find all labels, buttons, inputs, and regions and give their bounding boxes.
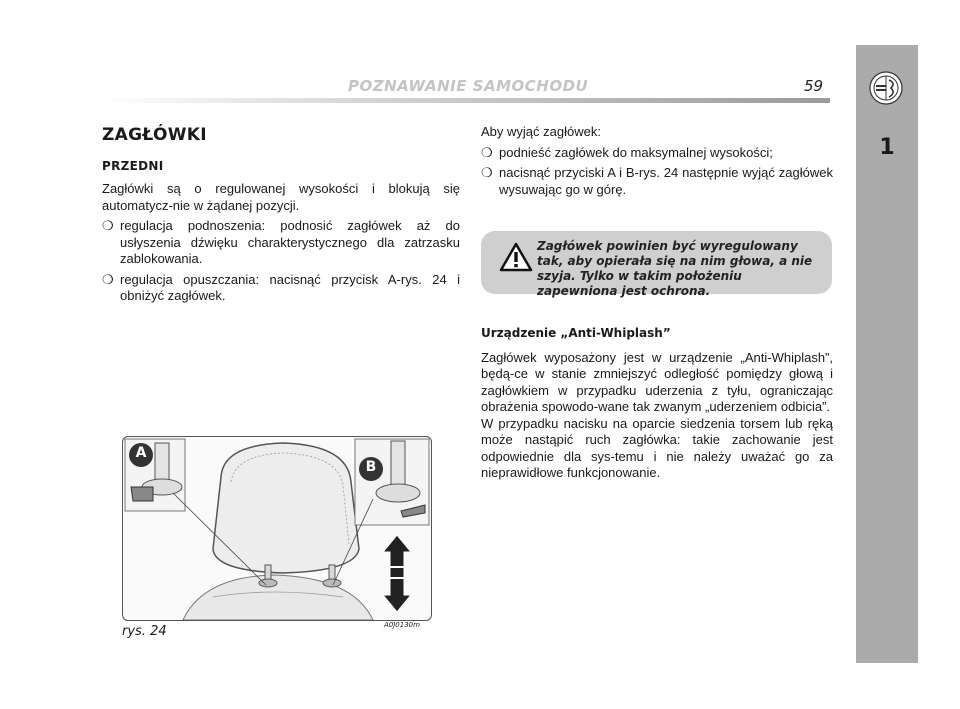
- list-item: [481, 165, 833, 198]
- left-column: [102, 127, 460, 309]
- anti-whiplash-paragraph: Zagłówek wyposażony jest w urządzenie „Anti-Whiplash”, będą-ce w stanie zmniejszyć odległość pomiędzy głową i zagłówkiem w przypadku uderzenia z tyłu, ograniczając obrażenia spowodo-wane tak zwanym „uderzeniem odbicia”.: [481, 349, 833, 414]
- right-column: [481, 124, 833, 202]
- alfa-romeo-logo-icon: [869, 71, 903, 105]
- list-item-text: nacisnąć przyciski A i B-rys. 24 następnie wyjąć zagłówek wysuwając go w górę.: [499, 165, 833, 197]
- page-number: 59: [804, 77, 824, 95]
- bullet-icon: ❍: [102, 218, 114, 233]
- list-item: [102, 272, 460, 305]
- headrest-illustration: [123, 437, 431, 620]
- list-item: [481, 145, 833, 162]
- subsection-heading: PRZEDNI: [102, 158, 164, 173]
- list-item-text: podnieść zagłówek do maksymalnej wysokości;: [499, 144, 773, 160]
- bullet-icon: ❍: [481, 165, 493, 180]
- list-item: [102, 218, 460, 268]
- label-b: B: [365, 459, 377, 475]
- anti-whiplash-paragraph-2: W przypadku nacisku na oparcie siedzenia torsem lub ręką może nastąpić ruch zagłówka: takie zachowanie jest odpowiednie dla sys-temu i nie należy uważać go za nieprawidłowe funkcjonowanie.: [481, 415, 833, 480]
- intro-paragraph: Zagłówki są o regulowanej wysokości i blokują się automatycz-nie w żądanej pozycji.: [102, 181, 460, 213]
- header-rule: [100, 98, 830, 103]
- label-a: A: [135, 445, 147, 461]
- figure-caption: rys. 24: [122, 624, 167, 639]
- running-header: POZNAWANIE SAMOCHODU: [348, 77, 589, 95]
- anti-whiplash-heading: Urządzenie „Anti-Whiplash”: [481, 326, 671, 340]
- intro-paragraph: Aby wyjąć zagłówek:: [481, 124, 601, 139]
- figure-code: A0J0130m: [384, 621, 420, 629]
- warning-box: [481, 231, 832, 298]
- bullet-icon: ❍: [102, 271, 114, 287]
- warning-triangle-icon: [499, 242, 533, 272]
- anti-whiplash-section: [481, 325, 833, 482]
- list-item-text: regulacja opuszczania: nacisnąć przycisk A-rys. 24 i obniżyć zagłówek.: [120, 271, 460, 303]
- chapter-number: 1: [879, 135, 895, 160]
- warning-text: Zagłówek powinien być wyregulowany tak, aby opierała się na nim głowa, a nie szyja. Tylko w takim położeniu zapewniona jest ochrona.: [537, 239, 813, 298]
- section-heading: ZAGŁÓWKI: [102, 125, 207, 145]
- list-item-text: regulacja podnoszenia: podnosić zagłówek aż do usłyszenia dźwięku charakterystycznego dla zatrzasku zablokowania.: [120, 218, 460, 266]
- headrest-figure: [122, 436, 432, 621]
- bullet-icon: ❍: [481, 144, 493, 160]
